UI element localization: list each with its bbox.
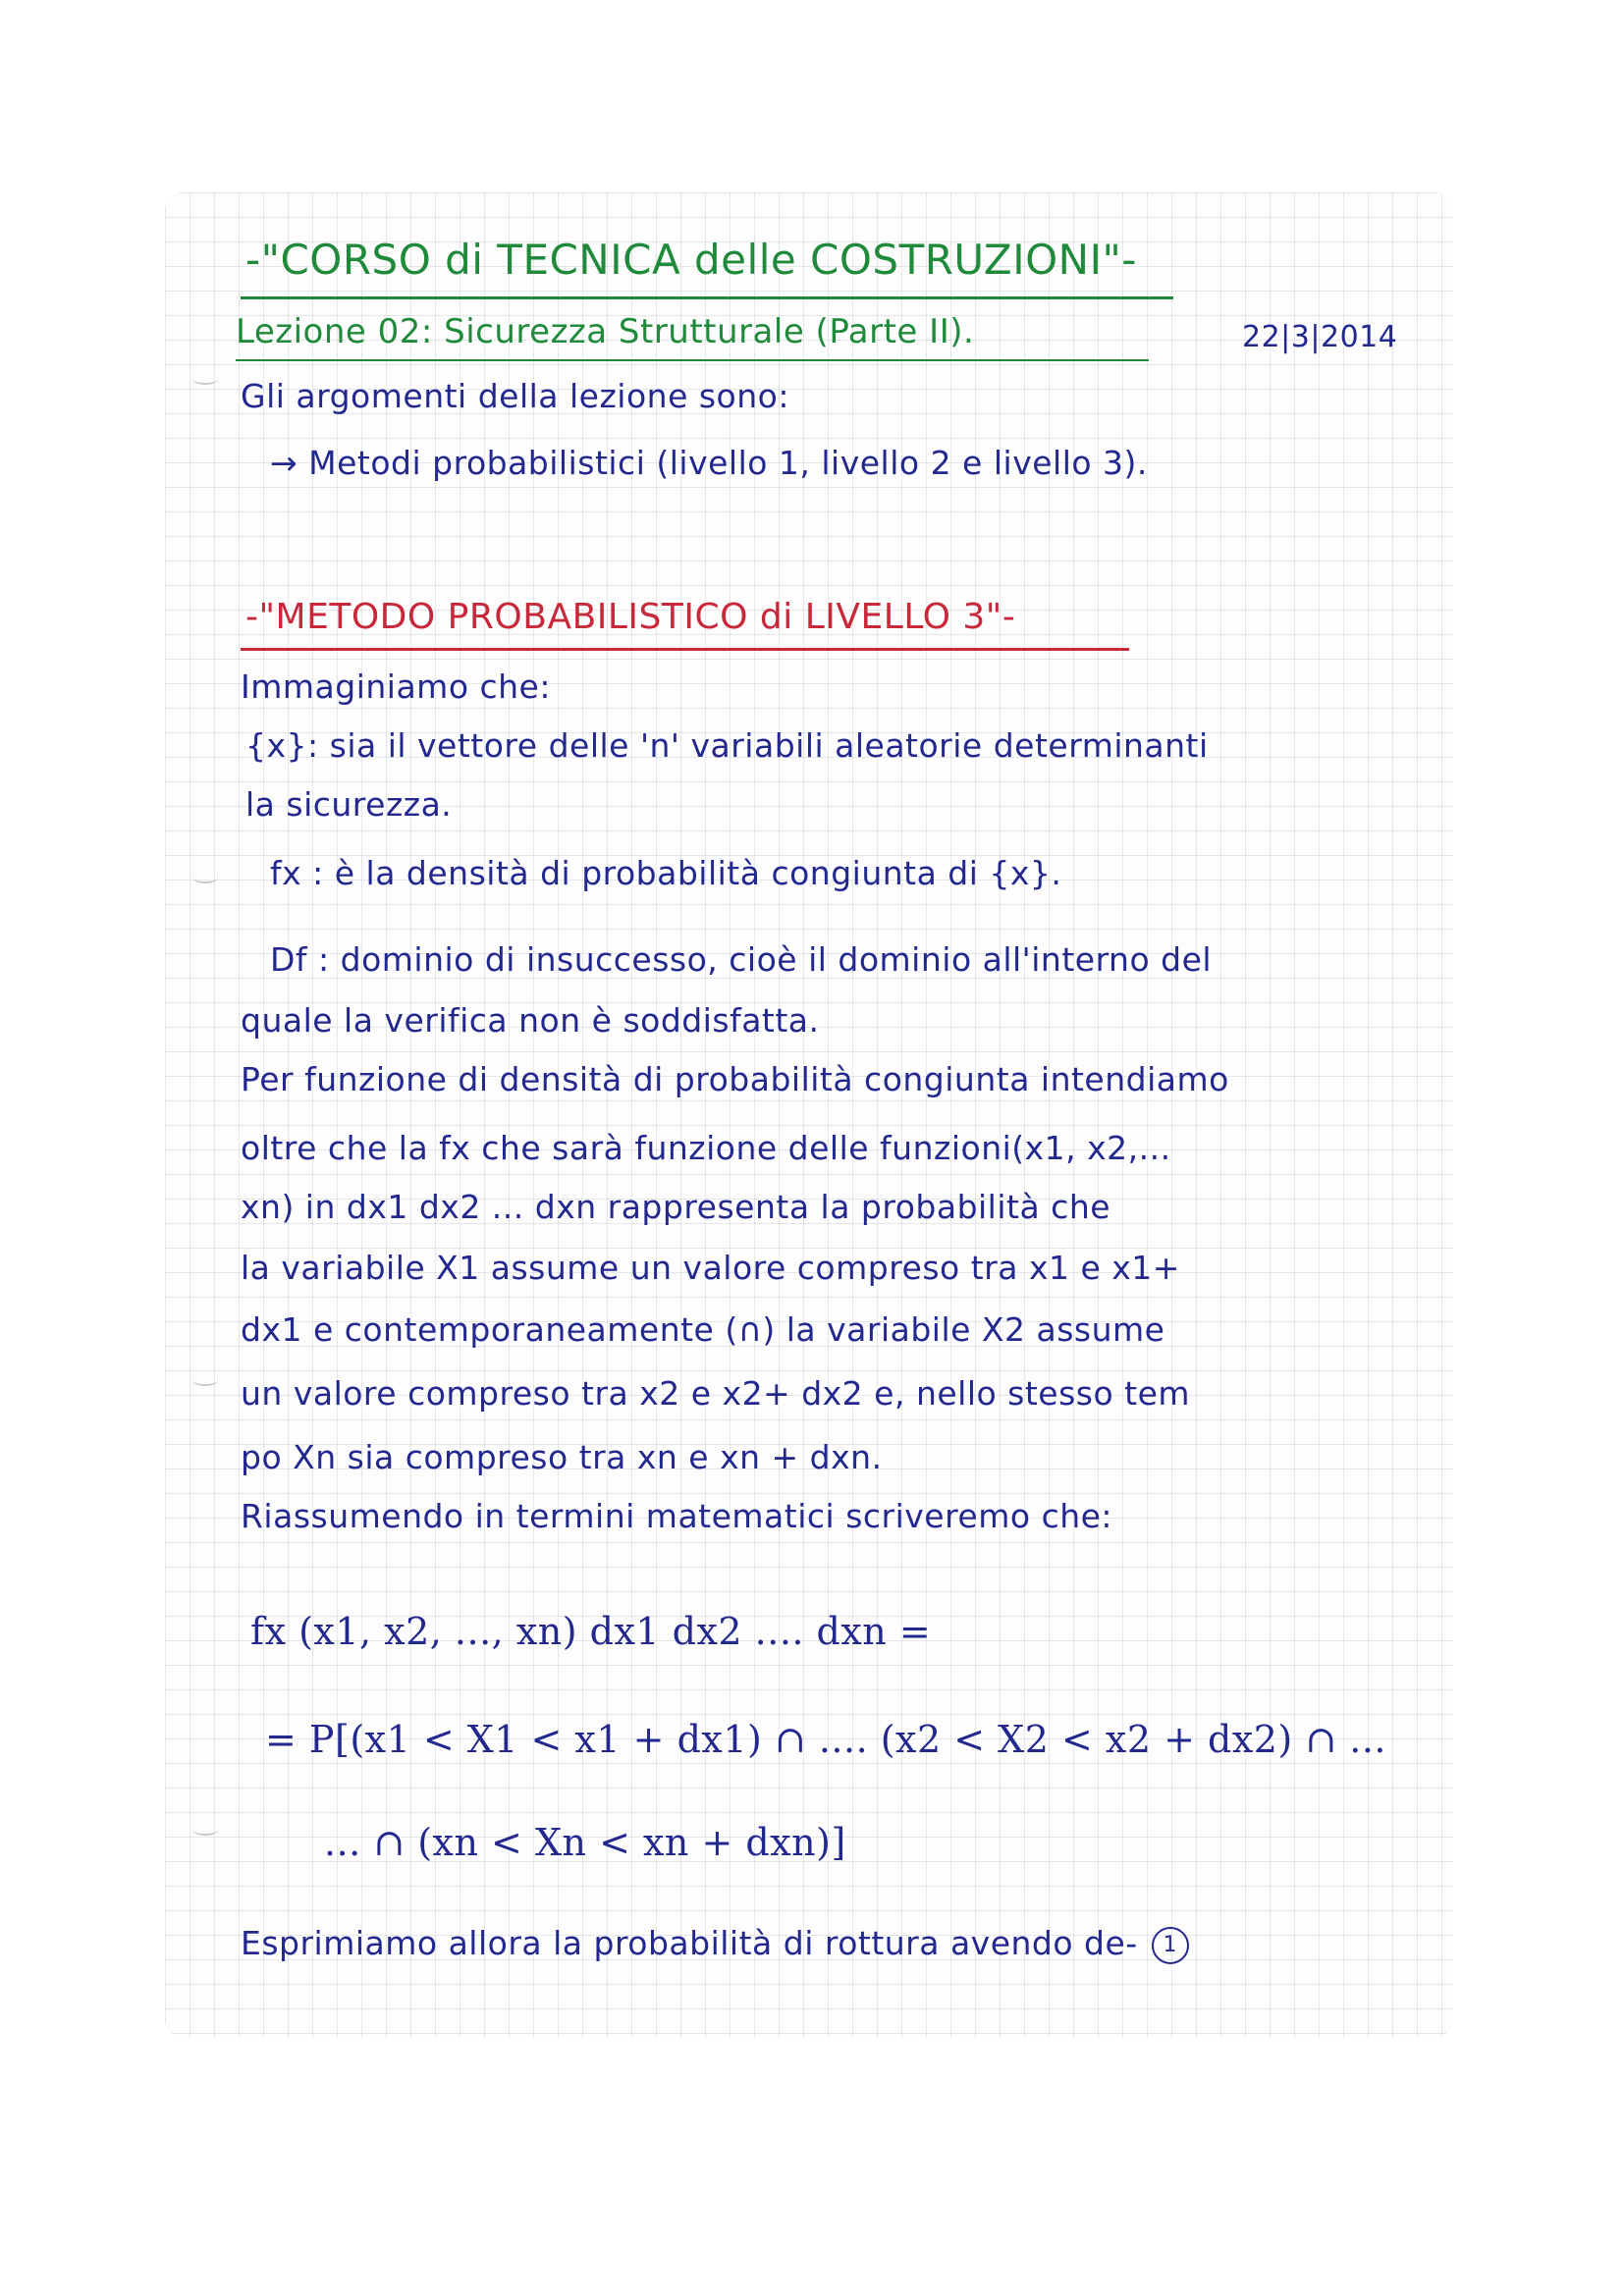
course-title: -"CORSO di TECNICA delle COSTRUZIONI"- xyxy=(245,236,1137,284)
body-line: oltre che la fx che sarà funzione delle funzioni(x1, x2,... xyxy=(241,1129,1171,1167)
body-line: la sicurezza. xyxy=(245,785,453,824)
binder-hole-mark xyxy=(192,1374,218,1386)
lesson-label: Lezione 02: Sicurezza Strutturale (Parte II). xyxy=(236,312,975,351)
binder-hole-mark xyxy=(192,1824,218,1836)
section-title-underline xyxy=(241,648,1129,651)
body-line: Riassumendo in termini matematici scriveremo che: xyxy=(241,1497,1113,1535)
formula-line: ... ∩ (xn < Xn < xn + dxn)] xyxy=(324,1821,846,1864)
binder-hole-mark xyxy=(192,872,218,883)
page-number: 1 xyxy=(1152,1927,1189,1964)
body-line: dx1 e contemporaneamente (∩) la variabile X2 assume xyxy=(241,1310,1165,1349)
body-line: un valore compreso tra x2 e x2+ dx2 e, nello stesso tem xyxy=(241,1374,1191,1413)
body-line: Per funzione di densità di probabilità congiunta intendiamo xyxy=(241,1060,1229,1098)
topic-item: → Metodi probabilistici (livello 1, livello 2 e livello 3). xyxy=(270,444,1148,482)
body-line: Immaginiamo che: xyxy=(241,667,551,706)
body-line: la variabile X1 assume un valore compreso tra x1 e x1+ xyxy=(241,1249,1180,1287)
body-line: quale la verifica non è soddisfatta. xyxy=(241,1001,820,1040)
formula-line: fx (x1, x2, ..., xn) dx1 dx2 .... dxn = xyxy=(250,1610,932,1653)
body-line: fx : è la densità di probabilità congiunta di {x}. xyxy=(270,854,1062,892)
formula-line: = P[(x1 < X1 < x1 + dx1) ∩ .... (x2 < X2 < x2 + dx2) ∩ ... xyxy=(265,1718,1386,1761)
body-line: {x}: sia il vettore delle 'n' variabili aleatorie determinanti xyxy=(245,726,1209,765)
binder-hole-mark xyxy=(192,373,218,385)
body-line: Df : dominio di insuccesso, cioè il dominio all'interno del xyxy=(270,940,1213,979)
closing-text: Esprimiamo allora la probabilità di rottura avendo de- xyxy=(241,1924,1138,1962)
lesson-date: 22|3|2014 xyxy=(1242,320,1398,354)
course-title-underline xyxy=(241,296,1173,299)
closing-line xyxy=(241,1924,1189,1964)
lesson-underline xyxy=(236,359,1149,361)
section-title: -"METODO PROBABILISTICO di LIVELLO 3"- xyxy=(245,597,1016,637)
topics-intro: Gli argomenti della lezione sono: xyxy=(241,377,789,415)
body-line: xn) in dx1 dx2 ... dxn rappresenta la probabilità che xyxy=(241,1188,1111,1226)
body-line: po Xn sia compreso tra xn e xn + dxn. xyxy=(241,1438,883,1476)
